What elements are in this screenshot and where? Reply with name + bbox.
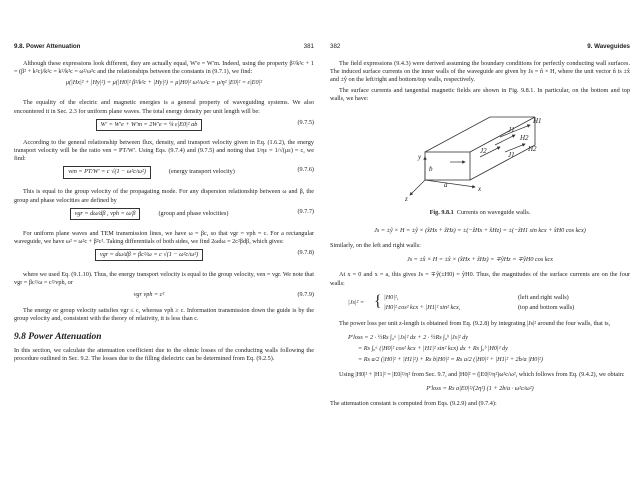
z-axis-arrow [410,180,425,195]
paragraph: The field expressions (9.4.3) were derived assuming the boundary conditions for perfectly conducting wall surfaces. The induced surface currents on the inner walls of the waveguide are given by Js = n̂ × H, where the unit vector n̂ is ±x̂ and ±ŷ on the left/right and bottom/top walls, respectively. [330,60,630,84]
label-h1: H1 [533,117,542,126]
figure-waveguide-walls [330,107,630,207]
left-page [14,0,314,493]
paragraph: This is equal to the group velocity of the propagating mode. For any dispersion relationship between ω and β, the group and phase velocities are defined by [14,188,314,204]
equation-9-7-9: vgr vph = c² (9.7.9) [133,290,314,298]
paragraph: The equality of the electric and magnetic energies is a general property of waveguiding systems. We also encountered it in Sec. 2.3 for uniform plane waves. The total energy density per unit length will be: [14,99,314,115]
figure-caption-label: Fig. 9.8.1 [429,209,454,217]
x-axis-arrow [425,180,475,190]
paragraph: Although these expressions look different, they are actually equal, W′e = W′m. Indeed, using the property β²/k²c + 1 = (β² + k²c)/k²c = k²/k²c = ω²/ω²c and the relationships between the constants in (9.7.1), we find: [14,60,314,76]
right-header-chapter: 9. Waveguides [587,43,630,50]
paragraph: For uniform plane waves and TEM transmission lines, we have ω = βc, so that vgr = vph = c. For a rectangular waveguide, we have ω² = ω²c + β²c². Taking differentials of both sides, we find 2ωdω = 2c²βdβ, which gives: [14,229,314,246]
equation-unnumbered: μ(|Hx|² + |Hy|²) = μ(|H0|² β²/k²c + |Hy|²) = μ|H0|² ω²/ω²c = μ/η² |E0|² = ε|E0|² [65,79,263,87]
label-x: x [478,185,482,194]
waveguide-diagram [330,107,630,207]
right-page [330,0,630,493]
paragraph: The attenuation constant is computed from Eqs. (9.2.9) and (9.7.4): [330,400,497,408]
paragraph: Using |H0|² + |H1|² = |E0|²/η² from Sec. 9.7, and |H0|² = (|E0|²/η²)ω²c/ω², which follows from Eq. (9.4.2), we obtain: [339,371,625,379]
paragraph: The power loss per unit z-length is obtained from Eq. (9.2.8) by integrating |Js|² around the four walls, that is, [339,319,611,327]
right-page-body [330,60,630,410]
right-page-number: 382 [330,43,341,50]
equation-js-left-right: Js = ±x̂ × H = ±x̂ × (x̂Hx + ẑHz) = ∓ŷHz = ∓ŷH0 cos kcx [406,256,554,264]
left-header-section: 9.8. Power Attenuation [14,43,81,50]
left-page-body [14,60,314,366]
paragraph: where we used Eq. (9.1.10). Thus, the energy transport velocity is equal to the group velocity, ven = vgr. We note that vgr = βc²/ω = c²/vph, or [14,271,314,287]
figure-caption-text: Currents on waveguide walls. [456,209,531,217]
equation-js-top-bottom: Js = ±ŷ × H = ±ŷ × (x̂Hx + ẑHz) = ±(−ẑHx + x̂Hz) = ±(−ẑH1 sin kcx + x̂H0 cos kcx) [374,227,586,235]
equation-power-loss: P′loss = 2 · ½Rs ∫₀ᵃ |Js|² dx + 2 · ½Rs ∫₀ᵇ |Js|² dy = Rs ∫₀ᵃ (|H0|² cos² kcx + |H1|² sin² kcx) dx + Rs ∫₀ᵇ |H0|² dy = Rs a/2 (|H0|² + |H1|²) + Rs b|H0|² = Rs a/2 (|H0|² + |H1|² + 2b/a |H0|²) [348,334,543,364]
paragraph: According to the general relationship between flux, density, and transport velocity given in Eq. (1.6.2), the energy transport velocity will be the ratio ven = PT/W′. Using Eqs. (9.7.4) and (9.7.5) and noting that 1/ηε = 1/√(με) = c, we find: [14,138,314,163]
label-j1-side: J1 [508,151,515,160]
equation-js-cases: |Js|² = { |H0|², |H0|² cos² kcx + |H1|² sin² kcx, (left and right walls) (top and bottom walls) [348,292,575,311]
equation-power-loss-final: P′loss = Rs a|E0|²/(2η²) (1 + 2b/a · ω²c/ω²) [426,385,534,393]
paragraph: In this section, we calculate the attenuation coefficient due to the ohmic losses of the conducting walls following the procedure outlined in Sec. 9.2. The losses due to the filling dielectric can be determined from Eq. (9.2.5). [14,347,314,363]
equation-9-7-7: vgr = dω/dβ , vph = ω/β (group and phase velocities) (9.7.7) [14,208,314,226]
figure-caption [330,209,630,217]
section-title: 9.8 Power Attenuation [14,332,102,343]
label-j2: J2 [480,147,487,156]
label-j1: J1 [508,126,515,135]
label-h2: H2 [520,134,529,143]
label-a: a [444,181,448,190]
paragraph: At x = 0 and x = a, this gives Js = ∓ŷ(±H0) = ŷH0. Thus, the magnitudes of the surface currents are on the four walls: [330,271,630,287]
label-b: b [429,165,433,174]
equation-9-7-6: ven = PT/W′ = c √(1 − ω²c/ω²) (energy transport velocity) (9.7.6) [14,166,314,184]
left-page-number: 381 [303,43,314,50]
label-y: y [418,153,422,162]
paragraph: The surface currents and tangential magnetic fields are shown in Fig. 9.8.1. In particular, on the bottom and top walls, we have: [330,86,630,102]
label-h2-side: H2 [528,145,537,154]
paragraph: The energy or group velocity satisfies vgr ≤ c, whereas vph ≥ c. Information transmission down the guide is by the group velocity and, consistent with the theory of relativity, it is less than c. [14,306,314,322]
label-z: z [405,195,408,204]
paragraph: Similarly, on the left and right walls: [330,242,421,250]
equation-9-7-5: W′ = W′e + W′m = 2W′e = ¼ ε|E0|² ab (9.7.5) [14,119,314,135]
equation-9-7-8: vgr = dω/dβ = βc²/ω = c √(1 − ω²c/ω²) (9.7.8) [14,249,314,267]
